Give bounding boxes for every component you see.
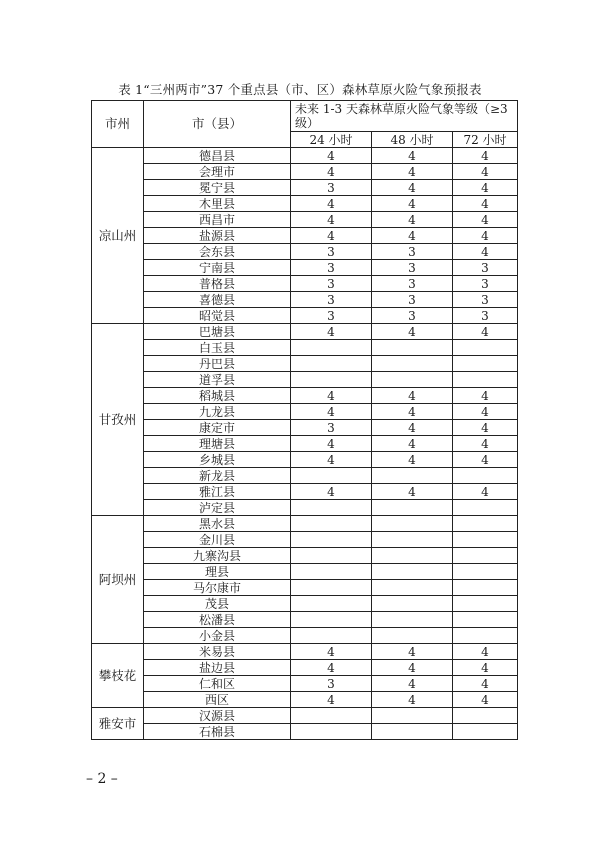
- table-row: [92, 388, 518, 404]
- level-72h-cell: 4: [453, 212, 518, 228]
- table-row: [92, 228, 518, 244]
- table-row: [92, 212, 518, 228]
- level-72h-cell: 4: [453, 420, 518, 436]
- level-24h-cell: 4: [291, 436, 372, 452]
- level-72h-cell: [453, 596, 518, 612]
- table-row: [92, 356, 518, 372]
- table-row: [92, 340, 518, 356]
- level-72h-cell: 4: [453, 388, 518, 404]
- table-row: [92, 628, 518, 644]
- county-cell: 宁南县: [144, 260, 291, 276]
- table-row: [92, 420, 518, 436]
- county-cell: 汉源县: [144, 708, 291, 724]
- level-72h-cell: 3: [453, 276, 518, 292]
- level-72h-cell: 4: [453, 484, 518, 500]
- level-24h-cell: 4: [291, 692, 372, 708]
- county-cell: 泸定县: [144, 500, 291, 516]
- county-cell: 理塘县: [144, 436, 291, 452]
- city-cell: 攀枝花: [92, 644, 144, 708]
- county-cell: 新龙县: [144, 468, 291, 484]
- county-cell: 普格县: [144, 276, 291, 292]
- level-24h-cell: 4: [291, 228, 372, 244]
- level-48h-cell: 4: [372, 180, 453, 196]
- level-72h-cell: [453, 564, 518, 580]
- county-cell: 西区: [144, 692, 291, 708]
- level-48h-cell: 3: [372, 292, 453, 308]
- table-row: [92, 724, 518, 740]
- table-row: [92, 164, 518, 180]
- county-cell: 会东县: [144, 244, 291, 260]
- level-72h-cell: [453, 612, 518, 628]
- level-72h-cell: [453, 532, 518, 548]
- table-row: [92, 292, 518, 308]
- table-row: [92, 436, 518, 452]
- table-caption: 表 1“三州两市”37 个重点县（市、区）森林草原火险气象预报表: [118, 82, 482, 97]
- level-48h-cell: [372, 340, 453, 356]
- header-forecast: 未来 1-3 天森林草原火险气象等级（≥3 级）: [291, 101, 518, 132]
- fire-forecast-table: [91, 100, 518, 740]
- county-cell: 金川县: [144, 532, 291, 548]
- county-cell: 仁和区: [144, 676, 291, 692]
- level-72h-cell: 3: [453, 292, 518, 308]
- table-row: [92, 612, 518, 628]
- level-24h-cell: 3: [291, 292, 372, 308]
- county-cell: 稻城县: [144, 388, 291, 404]
- level-48h-cell: 3: [372, 244, 453, 260]
- county-cell: 盐源县: [144, 228, 291, 244]
- level-24h-cell: [291, 532, 372, 548]
- county-cell: 茂县: [144, 596, 291, 612]
- level-24h-cell: 4: [291, 660, 372, 676]
- level-24h-cell: [291, 564, 372, 580]
- level-72h-cell: [453, 340, 518, 356]
- level-48h-cell: 4: [372, 484, 453, 500]
- level-48h-cell: [372, 532, 453, 548]
- level-48h-cell: 4: [372, 388, 453, 404]
- level-24h-cell: [291, 580, 372, 596]
- level-72h-cell: [453, 628, 518, 644]
- table-row: [92, 308, 518, 324]
- city-cell: 甘孜州: [92, 324, 144, 516]
- county-cell: 木里县: [144, 196, 291, 212]
- table-row: [92, 324, 518, 340]
- county-cell: 石棉县: [144, 724, 291, 740]
- level-72h-cell: 3: [453, 260, 518, 276]
- level-48h-cell: [372, 468, 453, 484]
- level-24h-cell: [291, 468, 372, 484]
- level-48h-cell: 4: [372, 436, 453, 452]
- level-48h-cell: [372, 564, 453, 580]
- level-72h-cell: 4: [453, 660, 518, 676]
- county-cell: 小金县: [144, 628, 291, 644]
- header-city: 市州: [92, 101, 144, 148]
- level-72h-cell: 4: [453, 228, 518, 244]
- table-row: [92, 452, 518, 468]
- level-72h-cell: 4: [453, 692, 518, 708]
- level-24h-cell: [291, 724, 372, 740]
- level-48h-cell: [372, 724, 453, 740]
- level-72h-cell: 4: [453, 180, 518, 196]
- level-48h-cell: 3: [372, 308, 453, 324]
- county-cell: 乡城县: [144, 452, 291, 468]
- table-row: [92, 276, 518, 292]
- table-row: [92, 468, 518, 484]
- level-24h-cell: [291, 708, 372, 724]
- level-24h-cell: 4: [291, 164, 372, 180]
- level-48h-cell: 4: [372, 324, 453, 340]
- county-cell: 马尔康市: [144, 580, 291, 596]
- level-72h-cell: 4: [453, 196, 518, 212]
- level-24h-cell: [291, 372, 372, 388]
- level-48h-cell: 4: [372, 148, 453, 164]
- header-72h: 72 小时: [453, 132, 518, 148]
- county-cell: 冕宁县: [144, 180, 291, 196]
- level-48h-cell: 3: [372, 276, 453, 292]
- level-72h-cell: 3: [453, 308, 518, 324]
- level-72h-cell: 4: [453, 324, 518, 340]
- level-72h-cell: 4: [453, 404, 518, 420]
- level-24h-cell: 4: [291, 324, 372, 340]
- level-72h-cell: 4: [453, 644, 518, 660]
- level-48h-cell: 4: [372, 404, 453, 420]
- table-row: [92, 500, 518, 516]
- level-48h-cell: 4: [372, 420, 453, 436]
- level-24h-cell: 4: [291, 196, 372, 212]
- level-24h-cell: 4: [291, 148, 372, 164]
- county-cell: 雅江县: [144, 484, 291, 500]
- level-24h-cell: 4: [291, 484, 372, 500]
- county-cell: 道孚县: [144, 372, 291, 388]
- page-number: – 2 –: [86, 771, 118, 787]
- level-24h-cell: 4: [291, 212, 372, 228]
- level-24h-cell: 4: [291, 404, 372, 420]
- table-row: [92, 148, 518, 164]
- county-cell: 德昌县: [144, 148, 291, 164]
- table-body: [92, 148, 518, 740]
- level-48h-cell: 4: [372, 228, 453, 244]
- level-72h-cell: 4: [453, 164, 518, 180]
- level-72h-cell: [453, 500, 518, 516]
- level-72h-cell: 4: [453, 676, 518, 692]
- level-72h-cell: [453, 548, 518, 564]
- level-24h-cell: [291, 612, 372, 628]
- county-cell: 盐边县: [144, 660, 291, 676]
- city-cell: 凉山州: [92, 148, 144, 324]
- table-row: [92, 180, 518, 196]
- level-48h-cell: [372, 596, 453, 612]
- table-row: [92, 676, 518, 692]
- table-row: [92, 532, 518, 548]
- table-row: [92, 516, 518, 532]
- county-cell: 巴塘县: [144, 324, 291, 340]
- level-24h-cell: 4: [291, 388, 372, 404]
- level-48h-cell: [372, 612, 453, 628]
- table-row: [92, 596, 518, 612]
- level-48h-cell: 4: [372, 452, 453, 468]
- county-cell: 丹巴县: [144, 356, 291, 372]
- level-24h-cell: 3: [291, 308, 372, 324]
- level-24h-cell: [291, 340, 372, 356]
- level-48h-cell: [372, 580, 453, 596]
- level-24h-cell: [291, 596, 372, 612]
- level-24h-cell: 3: [291, 676, 372, 692]
- level-48h-cell: 4: [372, 212, 453, 228]
- table-row: [92, 244, 518, 260]
- county-cell: 西昌市: [144, 212, 291, 228]
- level-72h-cell: [453, 356, 518, 372]
- county-cell: 米易县: [144, 644, 291, 660]
- table-row: [92, 580, 518, 596]
- level-72h-cell: 4: [453, 148, 518, 164]
- header-county: 市（县）: [144, 101, 291, 148]
- level-48h-cell: [372, 548, 453, 564]
- city-cell: 阿坝州: [92, 516, 144, 644]
- level-24h-cell: [291, 356, 372, 372]
- table-row: [92, 548, 518, 564]
- table-row: [92, 372, 518, 388]
- level-48h-cell: 4: [372, 196, 453, 212]
- level-24h-cell: [291, 628, 372, 644]
- level-24h-cell: 4: [291, 644, 372, 660]
- level-72h-cell: [453, 724, 518, 740]
- level-48h-cell: [372, 708, 453, 724]
- level-24h-cell: [291, 516, 372, 532]
- header-row: [92, 101, 518, 132]
- level-48h-cell: [372, 500, 453, 516]
- county-cell: 黑水县: [144, 516, 291, 532]
- level-48h-cell: [372, 356, 453, 372]
- level-72h-cell: [453, 468, 518, 484]
- header-48h: 48 小时: [372, 132, 453, 148]
- header-24h: 24 小时: [291, 132, 372, 148]
- level-72h-cell: 4: [453, 244, 518, 260]
- table-row: [92, 564, 518, 580]
- table-row: [92, 260, 518, 276]
- county-cell: 康定市: [144, 420, 291, 436]
- level-24h-cell: [291, 500, 372, 516]
- level-72h-cell: [453, 372, 518, 388]
- level-24h-cell: 3: [291, 244, 372, 260]
- level-24h-cell: 4: [291, 452, 372, 468]
- level-72h-cell: 4: [453, 452, 518, 468]
- level-72h-cell: [453, 580, 518, 596]
- level-48h-cell: 4: [372, 660, 453, 676]
- level-24h-cell: [291, 548, 372, 564]
- level-48h-cell: [372, 372, 453, 388]
- level-24h-cell: 3: [291, 276, 372, 292]
- county-cell: 喜德县: [144, 292, 291, 308]
- table-row: [92, 660, 518, 676]
- table-row: [92, 196, 518, 212]
- level-48h-cell: 4: [372, 644, 453, 660]
- level-72h-cell: 4: [453, 436, 518, 452]
- level-48h-cell: 4: [372, 692, 453, 708]
- level-48h-cell: 4: [372, 676, 453, 692]
- county-cell: 松潘县: [144, 612, 291, 628]
- county-cell: 白玉县: [144, 340, 291, 356]
- city-cell: 雅安市: [92, 708, 144, 740]
- table-row: [92, 692, 518, 708]
- level-48h-cell: [372, 628, 453, 644]
- county-cell: 理县: [144, 564, 291, 580]
- level-72h-cell: [453, 516, 518, 532]
- county-cell: 会理市: [144, 164, 291, 180]
- level-48h-cell: [372, 516, 453, 532]
- table-row: [92, 484, 518, 500]
- table-row: [92, 404, 518, 420]
- table-row: [92, 708, 518, 724]
- county-cell: 九寨沟县: [144, 548, 291, 564]
- county-cell: 九龙县: [144, 404, 291, 420]
- level-48h-cell: 3: [372, 260, 453, 276]
- level-24h-cell: 3: [291, 260, 372, 276]
- table-row: [92, 644, 518, 660]
- level-72h-cell: [453, 708, 518, 724]
- level-24h-cell: 3: [291, 420, 372, 436]
- level-24h-cell: 3: [291, 180, 372, 196]
- county-cell: 昭觉县: [144, 308, 291, 324]
- level-48h-cell: 4: [372, 164, 453, 180]
